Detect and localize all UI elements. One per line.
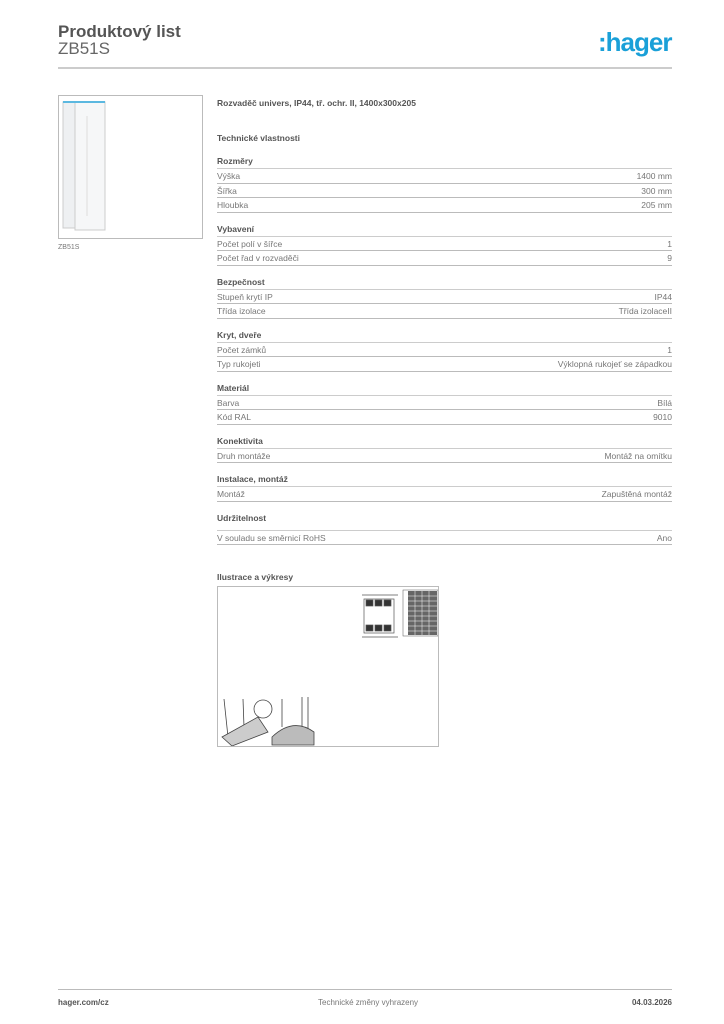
spec-label: Výška xyxy=(217,171,241,181)
spec-group xyxy=(217,329,672,372)
spec-row xyxy=(217,251,672,266)
spec-group xyxy=(217,223,672,266)
tech-properties-title: Technické vlastnosti xyxy=(217,133,300,143)
spec-value: Montáž na omítku xyxy=(604,450,672,461)
spec-row xyxy=(217,290,672,305)
dimension-table xyxy=(403,590,438,636)
spec-label: Třída izolace xyxy=(217,306,266,316)
spec-row xyxy=(217,396,672,411)
installation-drawing xyxy=(222,697,314,746)
footer-website-link[interactable]: hager.com/cz xyxy=(58,998,109,1007)
spec-group xyxy=(217,382,672,425)
spec-value: 1 xyxy=(667,344,672,355)
footer-disclaimer: Technické změny vyhrazeny xyxy=(318,998,419,1007)
spec-group xyxy=(217,155,672,213)
spec-value: 9010 xyxy=(653,412,672,422)
product-image-caption: ZB51S xyxy=(58,244,80,251)
illustrations-box xyxy=(217,586,439,747)
dimension-drawing xyxy=(362,595,398,637)
spec-group-title: Udržitelnost xyxy=(217,512,672,531)
spec-value: IP44 xyxy=(654,291,672,302)
spec-label: Počet polí v šířce xyxy=(217,238,283,249)
spec-row xyxy=(217,357,672,372)
spec-value: 1 xyxy=(667,238,672,249)
spec-value: 1400 mm xyxy=(636,171,672,181)
spec-value: 9 xyxy=(667,253,672,263)
spec-group-title: Materiál xyxy=(217,382,672,396)
spec-label: Druh montáže xyxy=(217,450,271,461)
spec-value: 205 mm xyxy=(641,200,672,210)
illustrations-title: Ilustrace a výkresy xyxy=(217,572,294,582)
hager-logo: :hager xyxy=(598,27,672,57)
spec-group xyxy=(217,435,672,464)
spec-row xyxy=(217,343,672,358)
spec-label: V souladu se směrnicí RoHS xyxy=(217,532,326,543)
spec-value: Bílá xyxy=(657,397,672,408)
page-title: Produktový list xyxy=(58,22,181,41)
spec-group xyxy=(217,276,672,319)
footer-date: 04.03.2026 xyxy=(631,998,672,1007)
spec-label: Šířka xyxy=(217,185,237,196)
spec-row xyxy=(217,449,672,464)
spec-label: Počet zámků xyxy=(217,344,267,355)
spec-label: Barva xyxy=(217,397,240,408)
technical-drawings xyxy=(218,587,438,746)
product-image xyxy=(58,95,203,239)
spec-group xyxy=(217,473,672,502)
spec-value: Ano xyxy=(656,532,672,543)
spec-column xyxy=(217,96,672,747)
spec-value: Výklopná rukojeť se západkou xyxy=(557,359,672,369)
spec-group-title: Rozměry xyxy=(217,155,672,169)
spec-group-title: Bezpečnost xyxy=(217,276,672,290)
spec-row xyxy=(217,184,672,199)
spec-label: Kód RAL xyxy=(217,412,252,422)
spec-row xyxy=(217,410,672,425)
spec-label: Typ rukojeti xyxy=(217,359,261,369)
spec-label: Hloubka xyxy=(217,200,249,210)
spec-row xyxy=(217,531,672,546)
spec-value: 300 mm xyxy=(641,185,672,196)
spec-row xyxy=(217,487,672,502)
spec-value: Zapuštěná montáž xyxy=(601,489,672,499)
spec-label: Počet řad v rozvaděči xyxy=(217,253,299,263)
footer-divider xyxy=(58,989,672,990)
spec-row xyxy=(217,304,672,319)
spec-group-title: Kryt, dveře xyxy=(217,329,672,343)
spec-group-title: Vybavení xyxy=(217,223,672,237)
spec-group-title: Instalace, montáž xyxy=(217,473,672,487)
spec-row xyxy=(217,169,672,184)
spec-group xyxy=(217,512,672,546)
product-code: ZB51S xyxy=(58,39,110,58)
spec-row xyxy=(217,198,672,213)
spec-row xyxy=(217,237,672,252)
spec-label: Stupeň krytí IP xyxy=(217,291,273,302)
product-description: Rozvaděč univers, IP44, tř. ochr. II, 1400x300x205 xyxy=(217,98,416,108)
header-divider xyxy=(58,67,672,69)
spec-group-title: Konektivita xyxy=(217,435,672,449)
spec-label: Montáž xyxy=(217,489,245,499)
spec-value: Třída izolaceII xyxy=(618,306,672,316)
